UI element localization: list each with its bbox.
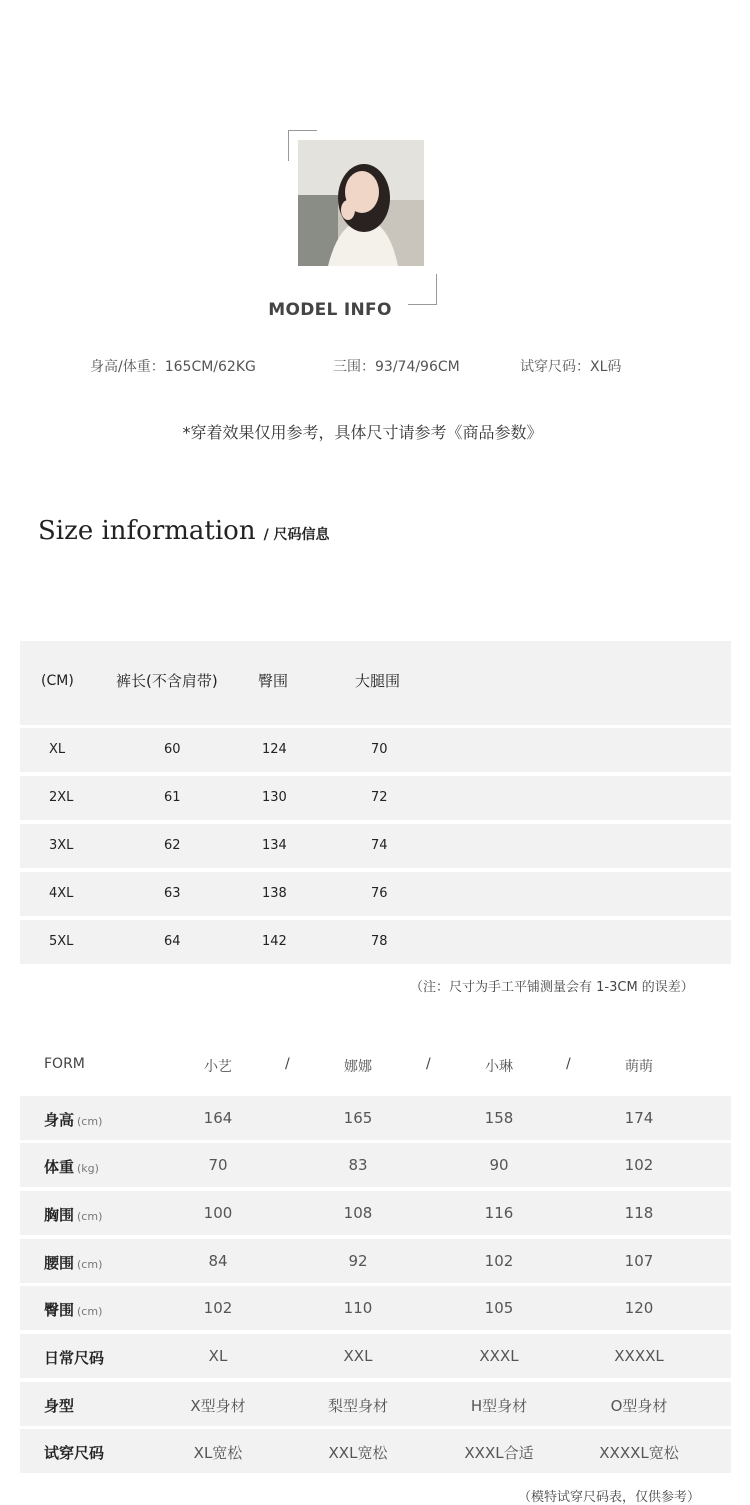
model-value: O型身材 [610,1397,668,1415]
row-label [44,1204,102,1225]
model-value: 83 [348,1156,368,1174]
size-info-heading-en: Size information [38,516,256,546]
size-cell: 4XL [49,886,74,901]
size-table-header: 臀围 [258,672,289,690]
size-table-row [20,776,731,820]
size-cell: 63 [164,886,181,901]
size-table-row [20,728,731,772]
form-label: FORM [44,1056,85,1072]
row-label [44,1299,102,1320]
size-cell: 124 [262,742,287,757]
model-table-row [20,1429,731,1473]
model-value: XL [208,1347,228,1365]
size-table-header: 大腿围 [355,672,401,690]
size-cell: 62 [164,838,181,853]
model-info-title: MODEL INFO [268,300,392,320]
size-table-row [20,824,731,868]
model-name: 娜娜 [344,1059,372,1075]
row-label-unit: (cm) [77,1210,103,1223]
size-table-row [20,920,731,964]
model-value: XXL宽松 [328,1444,388,1462]
fit-disclaimer: *穿着效果仅用参考，具体尺寸请参考《商品参数》 [182,423,543,442]
row-label-text: 胸围 [44,1206,75,1224]
model-value: 164 [203,1109,233,1127]
size-table-row [20,872,731,916]
model-table-row [20,1143,731,1187]
model-value: 165 [343,1109,373,1127]
header-separator: / [285,1056,290,1072]
row-label: 身型 [44,1397,75,1415]
model-value: 102 [203,1299,233,1317]
model-value: XXXL [479,1347,519,1365]
size-info-heading [38,516,330,546]
header-separator: / [566,1056,571,1072]
model-name: 萌萌 [625,1059,653,1075]
header-separator: / [426,1056,431,1072]
size-cell: 134 [262,838,287,853]
model-table-note: （模特试穿尺码表，仅供参考） [518,1490,701,1505]
row-label: 日常尺码 [44,1349,105,1367]
model-value: 92 [348,1252,368,1270]
model-table-row [20,1334,731,1378]
size-table-header: (CM) [41,673,74,689]
row-label-unit: (kg) [77,1162,99,1175]
model-value: 70 [208,1156,228,1174]
model-value: XXXXL宽松 [599,1444,679,1462]
model-value: XL宽松 [193,1444,243,1462]
model-value: XXXXL [614,1347,664,1365]
model-value: 110 [343,1299,373,1317]
model-table-row [20,1286,731,1330]
size-cell: 5XL [49,934,74,949]
size-cell: 76 [371,886,388,901]
size-cell: 70 [371,742,388,757]
model-table-row [20,1382,731,1426]
model-photo [298,140,424,266]
row-label [44,1252,102,1273]
row-label-unit: (cm) [77,1258,103,1271]
model-value: XXXL合适 [464,1444,534,1462]
row-label-text: 腰围 [44,1254,75,1272]
size-cell: 60 [164,742,181,757]
model-value: 116 [484,1204,514,1222]
model-value: 90 [489,1156,509,1174]
size-info-heading-cn: / 尺码信息 [263,527,330,543]
size-table-note: （注：尺寸为手工平铺测量会有 1-3CM 的误差） [410,980,694,995]
model-value: X型身材 [190,1397,246,1415]
model-value: 118 [624,1204,654,1222]
model-table-row [20,1239,731,1283]
size-cell: 74 [371,838,388,853]
row-label-unit: (cm) [77,1115,103,1128]
model-value: 174 [624,1109,654,1127]
model-value: 梨型身材 [327,1397,388,1415]
model-value: 105 [484,1299,514,1317]
model-value: 108 [343,1204,373,1222]
model-table-row [20,1096,731,1140]
size-cell: 2XL [49,790,74,805]
row-label-unit: (cm) [77,1305,103,1318]
size-cell: 130 [262,790,287,805]
model-measurements: 三围：93/74/96CM [333,359,460,375]
model-value: 120 [624,1299,654,1317]
model-value: H型身材 [470,1397,528,1415]
model-value: 158 [484,1109,514,1127]
model-value: 102 [624,1156,654,1174]
row-label-text: 体重 [44,1158,75,1176]
model-name: 小艺 [204,1059,232,1075]
row-label [44,1109,102,1130]
row-label [44,1156,99,1177]
size-cell: XL [49,742,66,757]
model-fit-size: 试穿尺码：XL码 [520,359,622,375]
model-name: 小琳 [485,1059,513,1075]
size-cell: 78 [371,934,388,949]
size-cell: 142 [262,934,287,949]
row-label: 试穿尺码 [44,1444,105,1462]
size-table-header: 裤长(不含肩带) [116,672,218,690]
size-table-header-row [20,641,731,725]
model-value: 100 [203,1204,233,1222]
model-value: XXL [343,1347,373,1365]
size-cell: 72 [371,790,388,805]
model-value: 84 [208,1252,228,1270]
model-table-row [20,1191,731,1235]
size-cell: 3XL [49,838,74,853]
model-height-weight: 身高/体重：165CM/62KG [90,359,256,375]
size-cell: 61 [164,790,181,805]
row-label-text: 臀围 [44,1301,75,1319]
model-value: 107 [624,1252,654,1270]
size-cell: 138 [262,886,287,901]
size-cell: 64 [164,934,181,949]
row-label-text: 身高 [44,1111,75,1129]
model-table-header-row [20,1044,731,1084]
model-value: 102 [484,1252,514,1270]
